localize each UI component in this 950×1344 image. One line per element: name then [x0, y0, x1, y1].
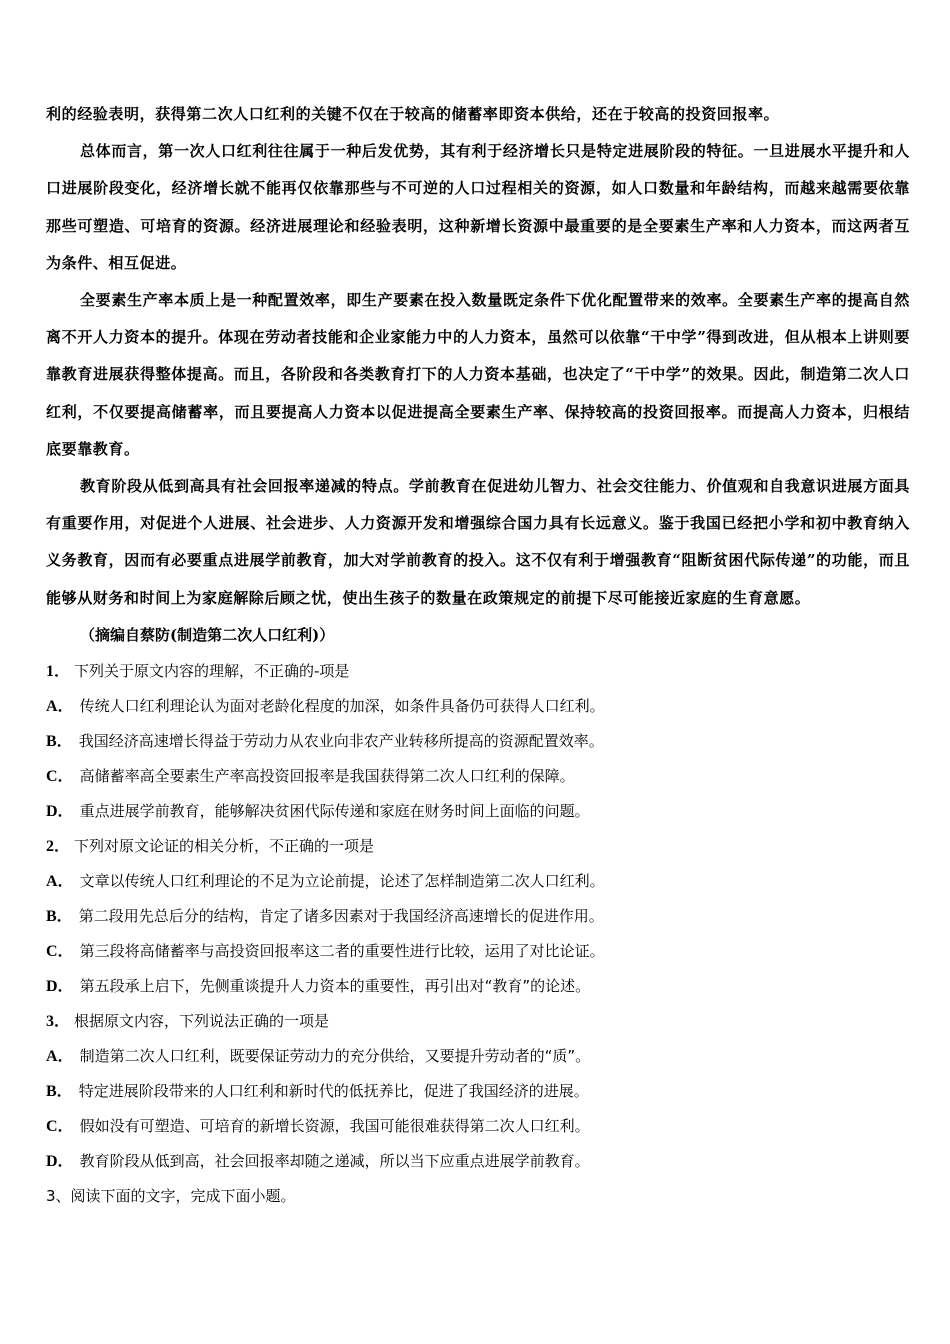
question-text: 下列对原文论证的相关分析，不正确的一项是 [74, 836, 375, 855]
option-text: 重点进展学前教育，能够解决贫困代际传递和家庭在财务时间上面临的问题。 [79, 801, 590, 820]
option-label: C． [46, 942, 74, 960]
option-text: 制造第二次人口红利，既要保证劳动力的充分供给，又要提升劳动者的“质”。 [79, 1046, 591, 1065]
option-a[interactable] [46, 689, 910, 724]
option-label: B． [46, 732, 73, 750]
option-text: 假如没有可塑造、可培育的新增长资源，我国可能很难获得第二次人口红利。 [79, 1116, 590, 1135]
question-text: 根据原文内容，下列说法正确的一项是 [74, 1011, 330, 1030]
question-stem [46, 829, 910, 864]
question-text: 下列关于原文内容的理解，不正确的-项是 [74, 661, 350, 680]
option-text: 第二段用先总后分的结构，肯定了诸多因素对于我国经济高速增长的促进作用。 [78, 906, 604, 925]
option-label: D． [46, 802, 74, 820]
option-d[interactable] [46, 1144, 910, 1179]
option-label: A． [46, 872, 74, 890]
option-text: 高储蓄率高全要素生产率高投资回报率是我国获得第二次人口红利的保障。 [79, 766, 575, 785]
next-section-heading: 3、阅读下面的文字，完成下面小题。 [46, 1186, 296, 1205]
question-3 [46, 1004, 910, 1179]
option-c[interactable] [46, 759, 910, 794]
option-label: B． [46, 1082, 73, 1100]
paragraph-4: 教育阶段从低到高具有社会回报率递减的特点。学前教育在促进幼儿智力、社会交往能力、价值观和自我意识进展方面具有重要作用，对促进个人进展、社会进步、人力资源开发和增强综合国力具有长远意义。鉴于我国已经把小学和初中教育纳入义务教育，因而有必要重点进展学前教育，加大对学前教育的投入。这不仅有利于增强教育“阻断贫困代际传递”的功能，而且能够从财务和时间上为家庭解除后顾之忧，使出生孩子的数量在政策规定的前提下尽可能接近家庭的生育意愿。 [46, 477, 910, 607]
option-b[interactable] [46, 899, 910, 934]
option-label: D． [46, 1152, 74, 1170]
question-2 [46, 829, 910, 1004]
option-label: C． [46, 1117, 74, 1135]
option-d[interactable] [46, 794, 910, 829]
option-a[interactable] [46, 864, 910, 899]
option-text: 第五段承上启下，先侧重谈提升人力资本的重要性，再引出对“教育”的论述。 [79, 976, 591, 995]
option-label: A． [46, 697, 74, 715]
question-1 [46, 654, 910, 829]
option-text: 第三段将高储蓄率与高投资回报率这二者的重要性进行比较，运用了对比论证。 [79, 941, 605, 960]
option-label: C． [46, 767, 74, 785]
option-c[interactable] [46, 1109, 910, 1144]
option-a[interactable] [46, 1039, 910, 1074]
source-citation: （摘编自蔡防(制造第二次人口红利)） [80, 625, 335, 644]
question-stem [46, 1004, 910, 1039]
paragraph-1: 利的经验表明，获得第二次人口红利的关键不仅在于较高的储蓄率即资本供给，还在于较高的投资回报率。 [46, 105, 780, 123]
option-b[interactable] [46, 724, 910, 759]
document-page [46, 96, 910, 1214]
option-d[interactable] [46, 969, 910, 1004]
question-stem [46, 654, 910, 689]
option-label: A． [46, 1047, 74, 1065]
option-c[interactable] [46, 934, 910, 969]
question-number: 2． [46, 837, 71, 855]
paragraph-2: 总体而言，第一次人口红利往往属于一种后发优势，其有利于经济增长只是特定进展阶段的特征。一旦进展水平提升和人口进展阶段变化，经济增长就不能再仅依靠那些与不可逆的人口过程相关的资源，如人口数量和年龄结构，而越来越需要依靠那些可塑造、可培育的资源。经济进展理论和经验表明，这种新增长资源中最重要的是全要素生产率和人力资本，而这两者互为条件、相互促进。 [46, 142, 910, 272]
paragraph-3: 全要素生产率本质上是一种配置效率，即生产要素在投入数量既定条件下优化配置带来的效率。全要素生产率的提高自然离不开人力资本的提升。体现在劳动者技能和企业家能力中的人力资本，虽然可以依靠“干中学”得到改进，但从根本上讲则要靠教育进展获得整体提高。而且，各阶段和各类教育打下的人力资本基础，也决定了“干中学”的效果。因此，制造第二次人口红利，不仅要提高储蓄率，而且要提高人力资本以促进提高全要素生产率、保持较高的投资回报率。而提高人力资本，归根结底要靠教育。 [46, 291, 910, 458]
question-number: 1． [46, 662, 71, 680]
option-text: 传统人口红利理论认为面对老龄化程度的加深，如条件具备仍可获得人口红利。 [79, 696, 605, 715]
option-label: D． [46, 977, 74, 995]
option-text: 教育阶段从低到高，社会回报率却随之递减，所以当下应重点进展学前教育。 [79, 1151, 590, 1170]
option-text: 文章以传统人口红利理论的不足为立论前提，论述了怎样制造第二次人口红利。 [79, 871, 605, 890]
option-text: 我国经济高速增长得益于劳动力从农业向非农产业转移所提高的资源配置效率。 [78, 731, 604, 750]
option-b[interactable] [46, 1074, 910, 1109]
question-number: 3． [46, 1012, 71, 1030]
option-label: B． [46, 907, 73, 925]
option-text: 特定进展阶段带来的人口红利和新时代的低抚养比，促进了我国经济的进展。 [78, 1081, 589, 1100]
